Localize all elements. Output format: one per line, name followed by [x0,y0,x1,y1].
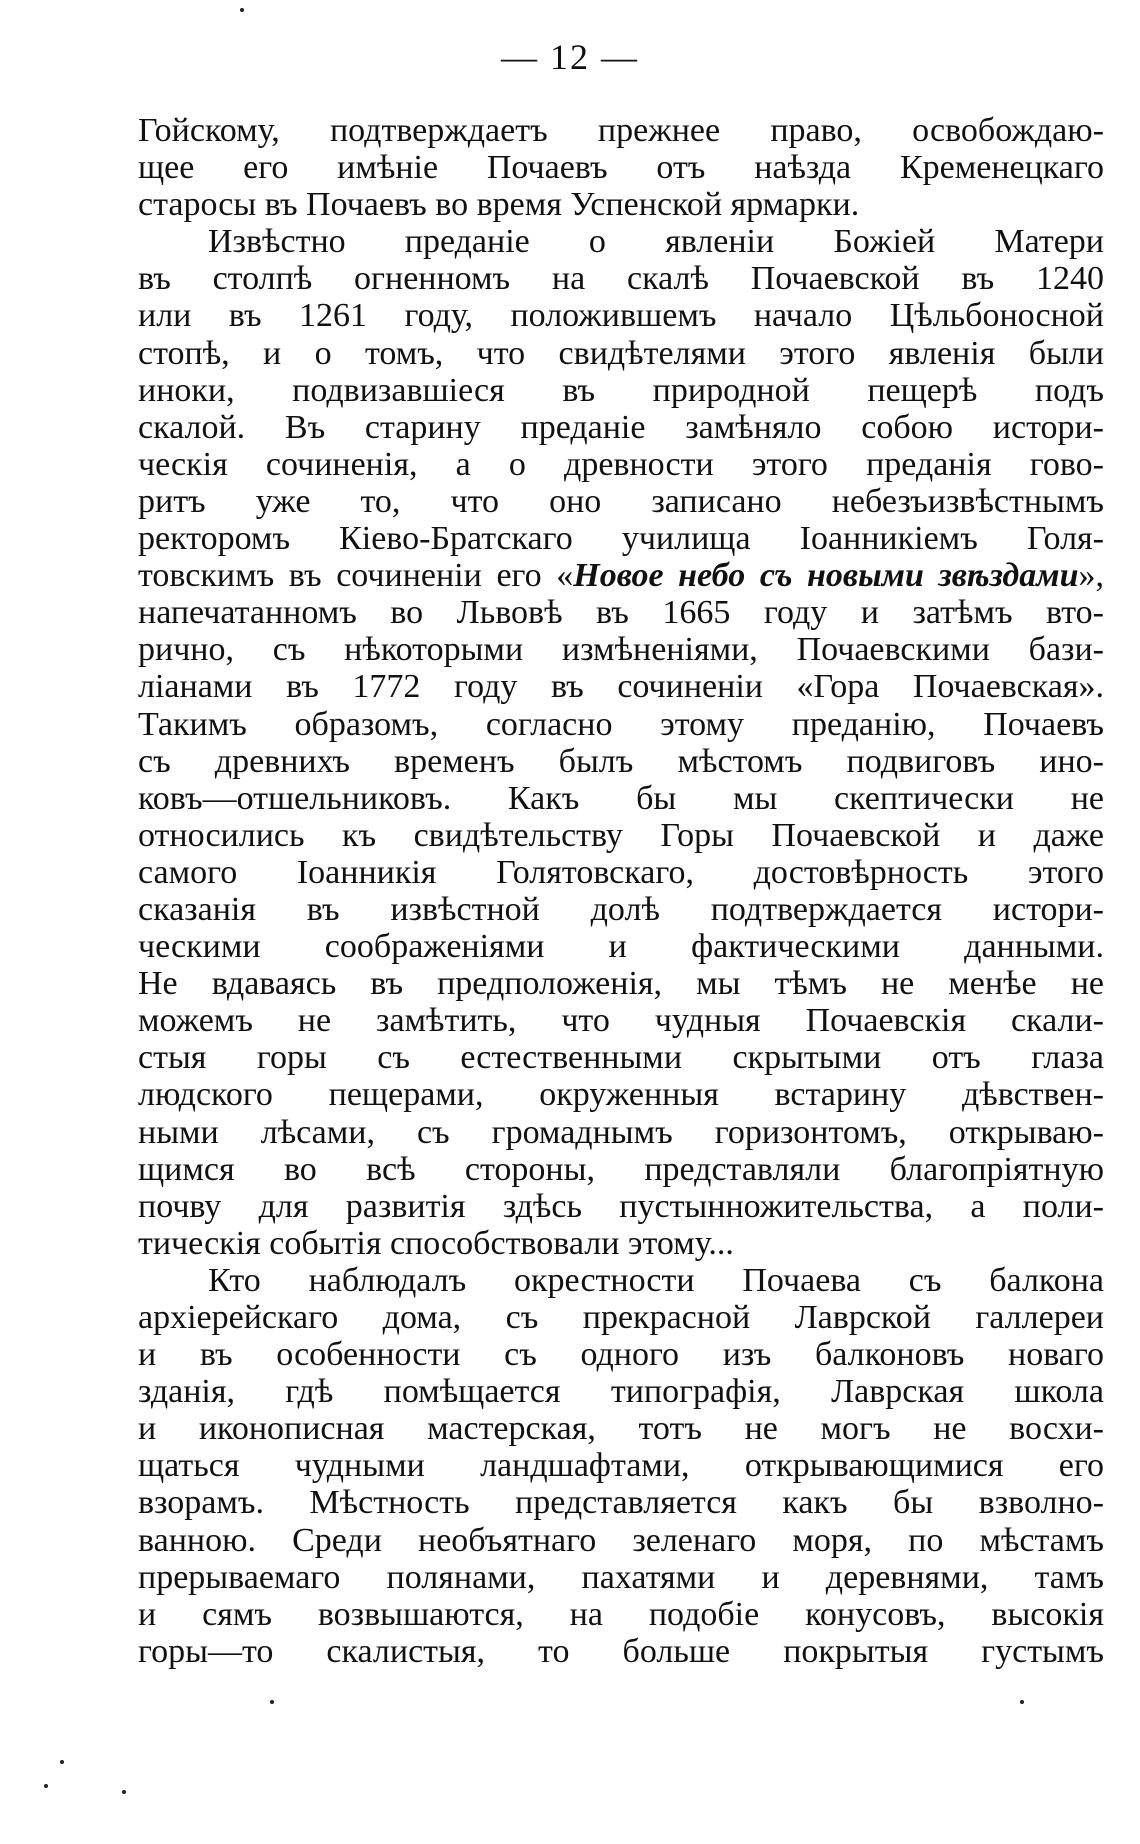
text-line: относились къ свидѣтельству Горы Почаевской и даже [138,816,1104,854]
text-line: людского пещерами, окруженныя встарину дѣвствен- [138,1076,1104,1114]
text-line: скалой. Въ старину преданіе замѣняло собою истори- [138,408,1104,446]
text-line: или въ 1261 году, положившемъ начало Цѣльбоносной [138,297,1104,335]
text-line: и въ особенности съ одного изъ балконовъ новаго [138,1336,1104,1374]
scan-speck [60,1760,64,1764]
body-text [138,112,1104,1670]
text-fragment: », [1078,557,1104,595]
text-line: ванною. Среди необъятнаго зеленаго моря, по мѣстамъ [138,1521,1104,1559]
text-line: почву для развитія здѣсь пустынножительства, а поли- [138,1187,1104,1225]
text-line: рично, съ нѣкоторыми измѣненіями, Почаевскими бази- [138,631,1104,669]
text-line: Такимъ образомъ, согласно этому преданію, Почаевъ [138,705,1104,743]
text-line: ными лѣсами, съ громаднымъ горизонтомъ, открываю- [138,1113,1104,1151]
text-line: въ столпѣ огненномъ на скалѣ Почаевской въ 1240 [138,260,1104,298]
text-line: щее его имѣніе Почаевъ отъ наѣзда Кременецкаго [138,149,1104,187]
text-line: тическія событія способствовали этому... [138,1224,734,1262]
text-line: самого Іоанникія Голятовскаго, достовѣрность этого [138,853,1104,891]
scan-speck [44,1784,48,1788]
text-line: взорамъ. Мѣстность представляется какъ бы взволно- [138,1484,1104,1522]
scan-speck [1020,1700,1024,1704]
text-line: горы—то скалистыя, то больше покрытыя густымъ [138,1632,1104,1670]
text-line: ректоромъ Кіево-Братскаго училища Іоанникіемъ Голя- [138,520,1104,558]
text-line: архіерейскаго дома, съ прекрасной Лаврской галлереи [138,1299,1104,1336]
text-line: и сямъ возвышаются, на подобіе конусовъ, высокія [138,1595,1104,1633]
scan-speck [240,8,244,12]
text-line: напечатанномъ во Львовѣ въ 1665 году и затѣмъ вто- [138,594,1104,632]
text-line: ліанами въ 1772 году въ сочиненіи «Гора Почаевская». [138,668,1104,706]
book-title-italic: Новое небо съ новыми звѣздами [573,557,1079,595]
scan-speck [270,1700,274,1704]
scan-speck [122,1790,126,1794]
text-line: щаться чудными ландшафтами, открывающимися его [138,1447,1104,1485]
text-line: зданія, гдѣ помѣщается типографія, Лаврская школа [138,1373,1104,1411]
text-line: съ древнихъ временъ былъ мѣстомъ подвиговъ ино- [138,742,1104,780]
text-line: стыя горы съ естественными скрытыми отъ глаза [138,1039,1104,1077]
text-fragment: товскимъ въ сочиненіи его « [138,557,574,595]
text-line: ческими соображеніями и фактическими данными. [138,928,1104,966]
text-line: ческія сочиненія, а о древности этого преданія гово- [138,445,1104,483]
text-line [138,557,1104,594]
text-line: Не вдаваясь въ предположенія, мы тѣмъ не менѣе не [138,965,1104,1003]
text-line: Гойскому, подтверждаетъ прежнее право, освобождаю- [138,112,1104,149]
text-line: щимся во всѣ стороны, представляли благопріятную [138,1150,1104,1188]
text-line: Кто наблюдалъ окрестности Почаева съ балкона [208,1261,1104,1299]
text-line: иноки, подвизавшіеся въ природной пещерѣ подъ [138,371,1104,409]
page-number: — 12 — [501,37,639,77]
text-line: Извѣстно преданіе о явленіи Божіей Матери [208,223,1104,261]
text-line: ковъ—отшельниковъ. Какъ бы мы скептически не [138,779,1104,817]
text-line: можемъ не замѣтить, что чудныя Почаевскія скали- [138,1002,1104,1040]
text-line: сказанія въ извѣстной долѣ подтверждается истори- [138,890,1104,928]
text-line: стопѣ, и о томъ, что свидѣтелями этого явленія были [138,334,1104,372]
text-line: и иконописная мастерская, тотъ не могъ не восхи- [138,1410,1104,1448]
text-line: прерываемаго полянами, пахатями и деревнями, тамъ [138,1558,1104,1596]
text-line: ритъ уже то, что оно записано небезъизвѣстнымъ [138,482,1104,520]
text-line: старосы въ Почаевъ во время Успенской ярмарки. [138,186,860,224]
